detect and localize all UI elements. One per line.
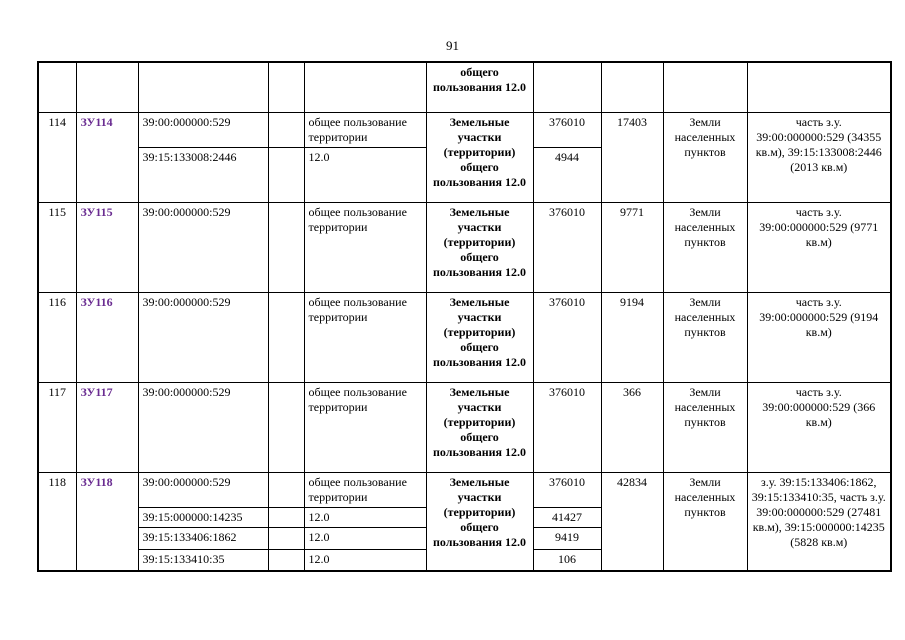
land-category: Земли населенных пунктов <box>663 202 747 292</box>
permitted-use: 12.0 <box>304 549 426 571</box>
row-number: 118 <box>38 472 76 571</box>
source-area: 41427 <box>533 507 601 527</box>
permitted-use: общее пользование территории <box>304 472 426 507</box>
plot-note: часть з.у. 39:00:000000:529 (9771 кв.м) <box>747 202 891 292</box>
plot-code: ЗУ117 <box>76 382 138 472</box>
table-row <box>38 292 891 382</box>
cadastral-number: 39:00:000000:529 <box>138 292 268 382</box>
plot-code: ЗУ116 <box>76 292 138 382</box>
permitted-use: общее пользование территории <box>304 202 426 292</box>
cadastral-number: 39:15:133410:35 <box>138 549 268 571</box>
source-area: 376010 <box>533 202 601 292</box>
plot-area: 366 <box>601 382 663 472</box>
cadastral-number: 39:00:000000:529 <box>138 202 268 292</box>
plot-name: Земельные участки (территории) общего пользования 12.0 <box>426 472 533 571</box>
table-row-continued <box>38 62 891 112</box>
plot-note: часть з.у. 39:00:000000:529 (34355 кв.м), 39:15:133008:2446 (2013 кв.м) <box>747 112 891 202</box>
cadastral-number: 39:00:000000:529 <box>138 472 268 507</box>
table-row <box>38 202 891 292</box>
table-row <box>38 112 891 147</box>
plot-code: ЗУ118 <box>76 472 138 571</box>
cadastral-number: 39:15:000000:14235 <box>138 507 268 527</box>
land-category: Земли населенных пунктов <box>663 472 747 571</box>
cadastral-number: 39:00:000000:529 <box>138 382 268 472</box>
permitted-use: 12.0 <box>304 527 426 549</box>
table-row <box>38 472 891 507</box>
cadastral-number: 39:15:133008:2446 <box>138 147 268 202</box>
plot-note: часть з.у. 39:00:000000:529 (9194 кв.м) <box>747 292 891 382</box>
permitted-use: общее пользование территории <box>304 292 426 382</box>
plot-name: Земельные участки (территории) общего пользования 12.0 <box>426 292 533 382</box>
plot-note: з.у. 39:15:133406:1862, 39:15:133410:35, часть з.у. 39:00:000000:529 (27481 кв.м), 39:15:000000:14235 (5828 кв.м) <box>747 472 891 571</box>
page-number: 91 <box>446 38 459 53</box>
permitted-use: общее пользование территории <box>304 112 426 147</box>
plot-code: ЗУ114 <box>76 112 138 202</box>
plot-note: часть з.у. 39:00:000000:529 (366 кв.м) <box>747 382 891 472</box>
plot-code: ЗУ115 <box>76 202 138 292</box>
source-area: 9419 <box>533 527 601 549</box>
row-number: 114 <box>38 112 76 202</box>
plot-area: 9194 <box>601 292 663 382</box>
plot-name: Земельные участки (территории) общего пользования 12.0 <box>426 112 533 202</box>
plot-name: Земельные участки (территории) общего пользования 12.0 <box>426 202 533 292</box>
source-area: 376010 <box>533 472 601 507</box>
permitted-use: 12.0 <box>304 507 426 527</box>
source-area: 4944 <box>533 147 601 202</box>
source-area: 376010 <box>533 382 601 472</box>
plot-name: общего пользования 12.0 <box>426 62 533 112</box>
row-number: 117 <box>38 382 76 472</box>
row-number: 116 <box>38 292 76 382</box>
row-number: 115 <box>38 202 76 292</box>
plot-name: Земельные участки (территории) общего пользования 12.0 <box>426 382 533 472</box>
table-row <box>38 382 891 472</box>
permitted-use: общее пользование территории <box>304 382 426 472</box>
land-category: Земли населенных пунктов <box>663 382 747 472</box>
cadastral-number: 39:00:000000:529 <box>138 112 268 147</box>
source-area: 106 <box>533 549 601 571</box>
land-category: Земли населенных пунктов <box>663 112 747 202</box>
land-plot-table <box>37 61 892 572</box>
source-area: 376010 <box>533 112 601 147</box>
cadastral-number: 39:15:133406:1862 <box>138 527 268 549</box>
plot-area: 42834 <box>601 472 663 571</box>
land-category: Земли населенных пунктов <box>663 292 747 382</box>
plot-area: 9771 <box>601 202 663 292</box>
plot-area: 17403 <box>601 112 663 202</box>
permitted-use: 12.0 <box>304 147 426 202</box>
source-area: 376010 <box>533 292 601 382</box>
